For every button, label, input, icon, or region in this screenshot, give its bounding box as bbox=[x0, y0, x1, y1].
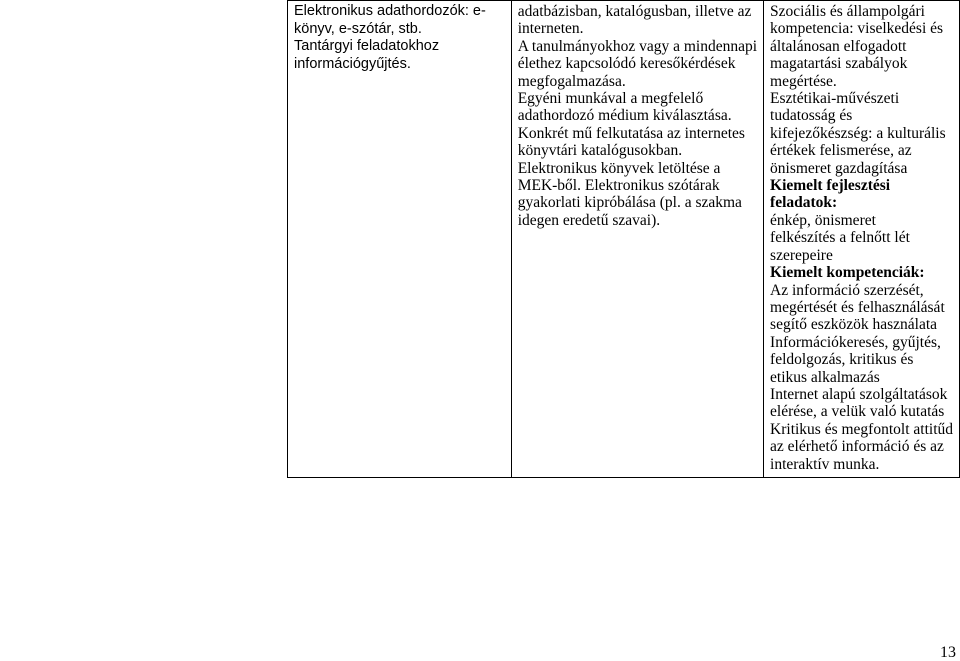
text-line: Konkrét mű felkutatása az internetes bbox=[517, 124, 745, 142]
text-line: az elérhető információ és az bbox=[770, 438, 944, 456]
text-line: interneten. bbox=[517, 20, 584, 38]
text-line: adatbázisban, katalógusban, illetve az bbox=[517, 3, 752, 20]
text-line: elérése, a velük való kutatás bbox=[770, 403, 945, 421]
activities-cell bbox=[511, 1, 763, 478]
text-line: Egyéni munkával a megfelelő bbox=[517, 90, 704, 108]
text-line: Esztétikai-művészeti bbox=[770, 90, 900, 108]
text-line: Elektronikus adathordozók: e- bbox=[294, 3, 486, 19]
content-cell bbox=[288, 1, 512, 478]
text-line: Kritikus és megfontolt attitűd bbox=[770, 420, 953, 438]
text-line: énkép, önismeret bbox=[770, 211, 876, 229]
text-line: értékek felismerése, az bbox=[770, 142, 912, 160]
text-line: adathordozó médium kiválasztása. bbox=[517, 107, 732, 125]
text-line: Szociális és állampolgári bbox=[770, 3, 925, 20]
text-line: feldolgozás, kritikus és bbox=[770, 351, 914, 369]
page-number: 13 bbox=[940, 644, 956, 661]
section-heading: Kiemelt kompetenciák: bbox=[770, 264, 925, 282]
text-line: Az információ szerzését, bbox=[770, 281, 924, 299]
text-line: MEK-ből. Elektronikus szótárak bbox=[517, 177, 720, 195]
text-line: magatartási szabályok bbox=[770, 55, 908, 73]
text-line: gyakorlati kipróbálása (pl. a szakma bbox=[517, 194, 742, 212]
text-line: Információkeresés, gyűjtés, bbox=[770, 333, 941, 351]
text-line: megértése. bbox=[770, 72, 837, 90]
text-line: etikus alkalmazás bbox=[770, 368, 880, 386]
text-line: Internet alapú szolgáltatások bbox=[770, 385, 948, 403]
section-heading: Kiemelt fejlesztési bbox=[770, 177, 891, 195]
text-line: könyv, e-szótár, stb. bbox=[294, 20, 422, 37]
text-line: interaktív munka. bbox=[770, 455, 880, 473]
text-line: önismeret gazdagítása bbox=[770, 159, 908, 177]
section-heading: feladatok: bbox=[770, 194, 838, 212]
text-line: idegen eredetű szavai). bbox=[517, 211, 661, 229]
curriculum-table bbox=[287, 0, 960, 478]
text-line: tudatosság és bbox=[770, 107, 853, 125]
text-line: kifejezőkészség: a kulturális bbox=[770, 124, 946, 142]
text-line: segítő eszközök használata bbox=[770, 316, 938, 334]
text-line: felkészítés a felnőtt lét bbox=[770, 229, 910, 247]
text-line: Tantárgyi feladatokhoz bbox=[294, 38, 440, 54]
text-line: A tanulmányokhoz vagy a mindennapi bbox=[517, 37, 758, 55]
text-line: általánosan elfogadott bbox=[770, 37, 907, 55]
text-line: kompetencia: viselkedési és bbox=[770, 20, 944, 38]
text-line: megfogalmazása. bbox=[517, 72, 626, 90]
text-line: szerepeire bbox=[770, 246, 833, 264]
text-line: élethez kapcsolódó keresőkérdések bbox=[517, 55, 736, 73]
table-row bbox=[288, 1, 960, 478]
competencies-cell bbox=[764, 1, 960, 478]
text-line: információgyűjtés. bbox=[294, 55, 411, 72]
text-line: Elektronikus könyvek letöltése a bbox=[517, 159, 721, 177]
text-line: megértését és felhasználását bbox=[770, 298, 945, 316]
text-line: könyvtári katalógusokban. bbox=[517, 142, 683, 160]
